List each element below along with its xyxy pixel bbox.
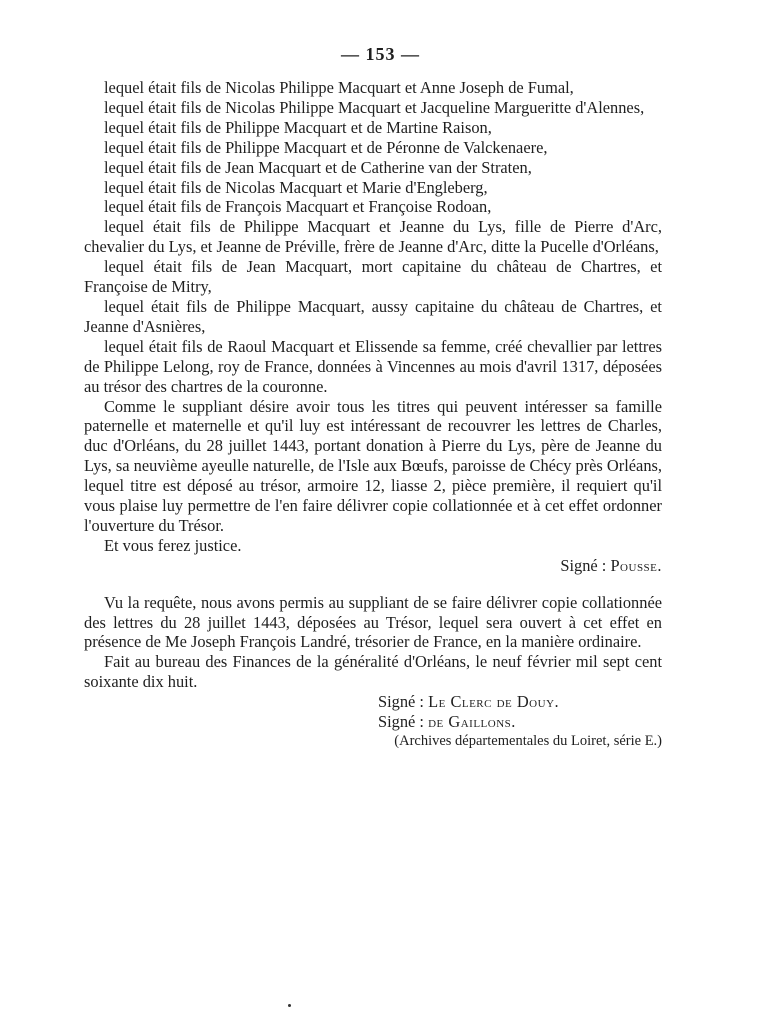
request-closing: Et vous ferez justice. — [104, 535, 242, 555]
document-body — [84, 78, 662, 752]
request-paragraph: Comme le suppliant désire avoir tous les titres qui peuvent intéresser sa famille paternelle et maternelle et qu'il luy est intéressant de recouvrer les lettres de Charles, duc d'Orléans, du 28 juillet 1443, portant donation à Pierre du Lys, père de Jeanne du Lys, sa neuvième ayeulle naturelle, de l'Isle aux Bœufs, paroisse de Chécy près Orléans, lequel titre est déposé au trésor, armoire 12, liasse 2, pièce première, il requiert qu'il vous plaise luy permettre de l'en faire délivrer copie collationnée et à cet effet ordonner l'ouverture du Trésor. — [84, 396, 662, 535]
genealogy-line: lequel était fils de Raoul Macquart et Elissende sa femme, créé chevallier par lettres de Philippe Lelong, roy de France, données à Vincennes au mois d'avril 1317, déposées au trésor des chartres de la couronne. — [84, 336, 662, 396]
signature-prefix: Signé : — [560, 555, 607, 575]
signature-prefix: Signé : — [378, 712, 424, 732]
genealogy-line: lequel était fils de Nicolas Philippe Macquart et Anne Joseph de Fumal, — [104, 78, 574, 97]
genealogy-line: lequel était fils de Philippe Macquart et de Martine Raison, — [104, 117, 492, 137]
response-date-paragraph: Fait au bureau des Finances de la généralité d'Orléans, le neuf février mil sept cent soixante dix huit. — [84, 652, 662, 692]
signature-line — [378, 692, 662, 712]
genealogy-line: lequel était fils de Jean Macquart et de Catherine van der Straten, — [104, 157, 532, 177]
genealogy-list — [84, 78, 662, 397]
archive-source: (Archives départementales du Loiret, série E.) — [394, 733, 662, 749]
print-speck — [288, 1004, 291, 1007]
genealogy-line: lequel était fils de Philippe Macquart et Jeanne du Lys, fille de Pierre d'Arc, chevalier du Lys, et Jeanne de Préville, frère de Jeanne d'Arc, ditte la Pucelle d'Orléans, — [84, 217, 662, 257]
genealogy-line: lequel était fils de Nicolas Philippe Macquart et Jacqueline Margueritte d'Alennes, — [104, 97, 645, 117]
genealogy-line: lequel était fils de Philippe Macquart et de Péronne de Valckenaere, — [104, 137, 548, 157]
genealogy-line: lequel était fils de Nicolas Macquart et Marie d'Engleberg, — [104, 177, 488, 197]
request-signature — [84, 556, 662, 576]
signature-name: de Gaillons. — [428, 712, 516, 732]
page-number: — 153 — — [341, 44, 420, 64]
genealogy-line: lequel était fils de Jean Macquart, mort capitaine du château de Chartres, et Françoise de Mitry, — [84, 257, 662, 297]
genealogy-line: lequel était fils de Philippe Macquart, aussy capitaine du château de Chartres, et Jeanne d'Asnières, — [84, 296, 662, 336]
genealogy-line: lequel était fils de François Macquart et Françoise Rodoan, — [104, 197, 492, 217]
signature-name: Pousse. — [610, 555, 662, 575]
signature-name: Le Clerc de Douy. — [428, 692, 560, 712]
response-paragraph: Vu la requête, nous avons permis au suppliant de se faire délivrer copie collationnée des lettres du 28 juillet 1443, déposées au Trésor, lequel sera ouvert à cet effet en présence de Me Joseph François Landré, trésorier de France, en la manière ordinaire. — [84, 592, 662, 652]
response-signatures — [378, 692, 662, 732]
signature-line — [378, 712, 662, 732]
signature-prefix: Signé : — [378, 692, 424, 712]
